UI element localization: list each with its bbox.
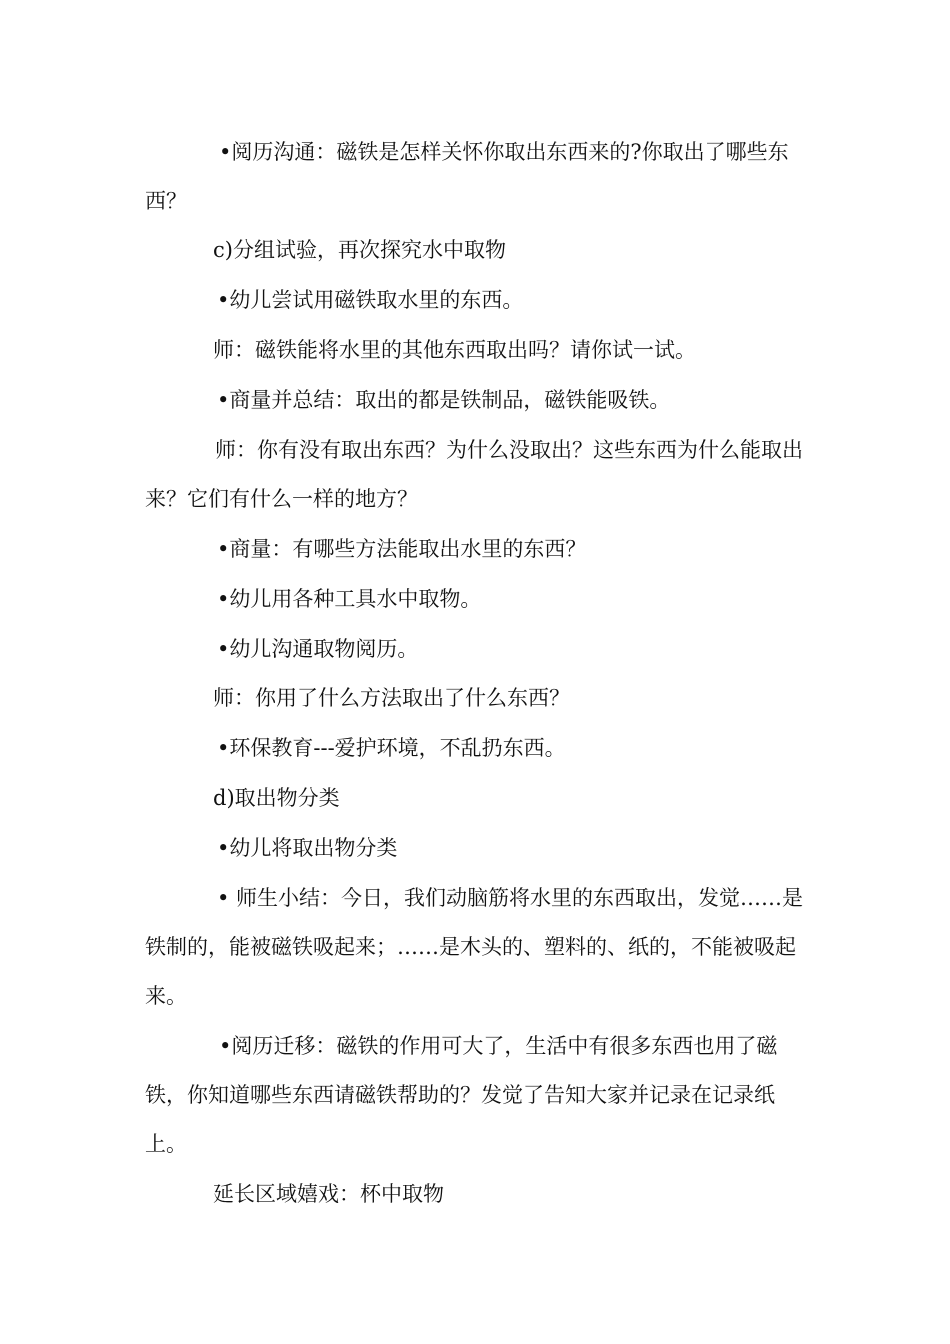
paragraph-2: c)分组试验，再次探究水中取物	[213, 238, 506, 262]
paragraph-10: 师：你用了什么方法取出了什么东西？	[213, 686, 570, 710]
paragraph-16: 延长区域嬉戏：杯中取物	[213, 1182, 444, 1206]
paragraph-1: •阅历沟通：磁铁是怎样关怀你取出东西来的?你取出了哪些东西？	[145, 140, 789, 213]
paragraph-12: d)取出物分类	[213, 786, 340, 810]
paragraph-4: 师：磁铁能将水里的其他东西取出吗？请你试一试。	[213, 338, 696, 362]
paragraph-9: •幼儿沟通取物阅历。	[217, 637, 419, 661]
paragraph-3: •幼儿尝试用磁铁取水里的东西。	[217, 288, 524, 312]
paragraph-11: •环保教育---爱护环境，不乱扔东西。	[217, 736, 566, 760]
paragraph-8: •幼儿用各种工具水中取物。	[217, 587, 482, 611]
paragraph-15: •阅历迁移：磁铁的作用可大了，生活中有很多东西也用了磁铁，你知道哪些东西请磁铁帮助的？发觉了告知大家并记录在记录纸上。	[145, 1034, 778, 1156]
paragraph-5: •商量并总结：取出的都是铁制品，磁铁能吸铁。	[217, 388, 671, 412]
paragraph-6: 师：你有没有取出东西？为什么没取出？这些东西为什么能取出来？它们有什么一样的地方？	[145, 438, 803, 511]
paragraph-14: • 师生小结：今日，我们动脑筋将水里的东西取出，发觉……是铁制的，能被磁铁吸起来；……是木头的、塑料的、纸的，不能被吸起来。	[145, 886, 804, 1008]
paragraph-13: •幼儿将取出物分类	[217, 836, 398, 860]
paragraph-7: •商量：有哪些方法能取出水里的东西？	[217, 537, 587, 561]
